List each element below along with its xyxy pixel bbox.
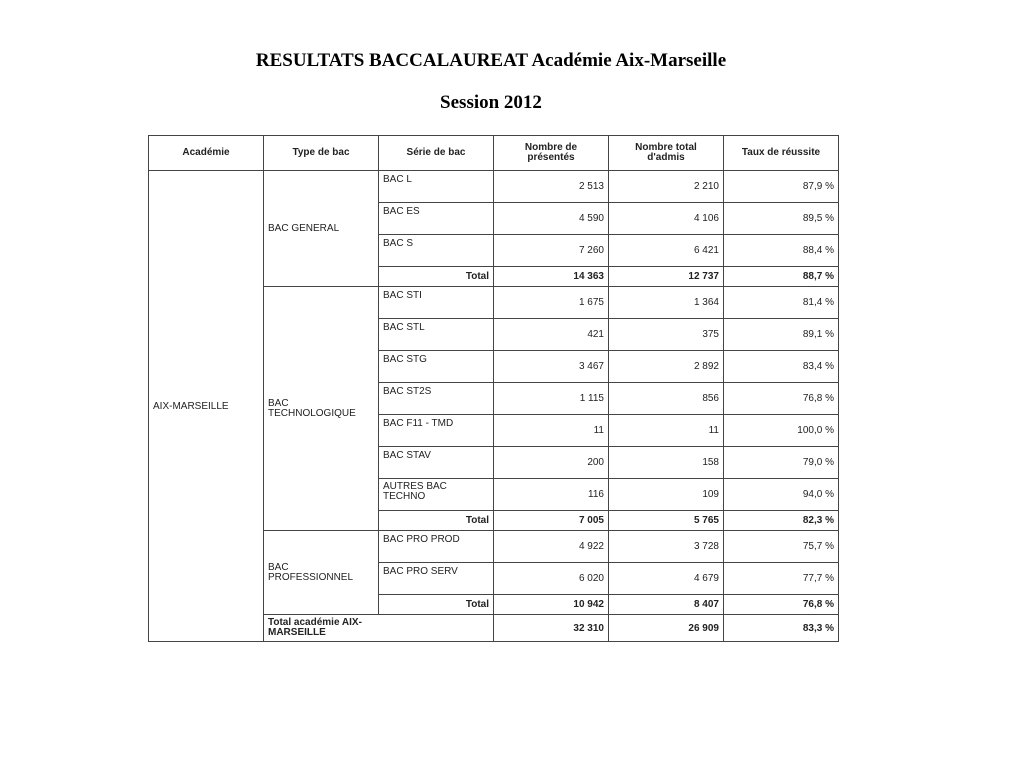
- table-row: [149, 171, 839, 203]
- serie-cell: AUTRES BAC TECHNO: [379, 479, 494, 511]
- grand-total-label: Total académie AIX-MARSEILLE: [264, 615, 494, 642]
- page-title: RESULTATS BACCALAUREAT Académie Aix-Marseille: [255, 50, 727, 71]
- total-admis: 8 407: [609, 595, 724, 615]
- total-admis: 5 765: [609, 511, 724, 531]
- results-table: [148, 135, 839, 642]
- admis-cell: 2 892: [609, 351, 724, 383]
- total-presentes: 7 005: [494, 511, 609, 531]
- presentes-cell: 6 020: [494, 563, 609, 595]
- taux-cell: 83,4 %: [724, 351, 839, 383]
- serie-cell: BAC L: [379, 171, 494, 203]
- type-cell-pro: BAC PROFESSIONNEL: [264, 531, 379, 615]
- presentes-cell: 421: [494, 319, 609, 351]
- total-presentes: 10 942: [494, 595, 609, 615]
- admis-cell: 3 728: [609, 531, 724, 563]
- serie-cell: BAC PRO SERV: [379, 563, 494, 595]
- total-taux: 82,3 %: [724, 511, 839, 531]
- grand-total-admis: 26 909: [609, 615, 724, 642]
- presentes-cell: 2 513: [494, 171, 609, 203]
- presentes-cell: 1 115: [494, 383, 609, 415]
- taux-cell: 77,7 %: [724, 563, 839, 595]
- presentes-cell: 116: [494, 479, 609, 511]
- header-serie: Série de bac: [379, 136, 494, 171]
- total-label: Total: [379, 511, 494, 531]
- page-subtitle: Session 2012: [440, 92, 542, 113]
- serie-cell: BAC F11 - TMD: [379, 415, 494, 447]
- header-academie: Académie: [149, 136, 264, 171]
- serie-cell: BAC S: [379, 235, 494, 267]
- total-admis: 12 737: [609, 267, 724, 287]
- table-header-row: [149, 136, 839, 171]
- taux-cell: 79,0 %: [724, 447, 839, 479]
- presentes-cell: 11: [494, 415, 609, 447]
- taux-cell: 87,9 %: [724, 171, 839, 203]
- serie-cell: BAC STAV: [379, 447, 494, 479]
- total-taux: 88,7 %: [724, 267, 839, 287]
- admis-cell: 856: [609, 383, 724, 415]
- total-label: Total: [379, 595, 494, 615]
- admis-cell: 109: [609, 479, 724, 511]
- header-taux: Taux de réussite: [724, 136, 839, 171]
- grand-total-taux: 83,3 %: [724, 615, 839, 642]
- admis-cell: 4 679: [609, 563, 724, 595]
- type-cell-techno: BAC TECHNOLOGIQUE: [264, 287, 379, 531]
- header-admis: Nombre total d'admis: [609, 136, 724, 171]
- serie-cell: BAC STI: [379, 287, 494, 319]
- presentes-cell: 1 675: [494, 287, 609, 319]
- taux-cell: 89,1 %: [724, 319, 839, 351]
- taux-cell: 89,5 %: [724, 203, 839, 235]
- presentes-cell: 7 260: [494, 235, 609, 267]
- presentes-cell: 4 922: [494, 531, 609, 563]
- serie-cell: BAC ST2S: [379, 383, 494, 415]
- presentes-cell: 3 467: [494, 351, 609, 383]
- taux-cell: 88,4 %: [724, 235, 839, 267]
- header-presentes: Nombre de présentés: [494, 136, 609, 171]
- admis-cell: 4 106: [609, 203, 724, 235]
- total-presentes: 14 363: [494, 267, 609, 287]
- taux-cell: 75,7 %: [724, 531, 839, 563]
- type-cell-general: BAC GENERAL: [264, 171, 379, 287]
- grand-total-presentes: 32 310: [494, 615, 609, 642]
- total-label: Total: [379, 267, 494, 287]
- admis-cell: 2 210: [609, 171, 724, 203]
- total-taux: 76,8 %: [724, 595, 839, 615]
- admis-cell: 6 421: [609, 235, 724, 267]
- serie-cell: BAC STL: [379, 319, 494, 351]
- admis-cell: 1 364: [609, 287, 724, 319]
- presentes-cell: 4 590: [494, 203, 609, 235]
- presentes-cell: 200: [494, 447, 609, 479]
- taux-cell: 81,4 %: [724, 287, 839, 319]
- admis-cell: 11: [609, 415, 724, 447]
- admis-cell: 158: [609, 447, 724, 479]
- taux-cell: 100,0 %: [724, 415, 839, 447]
- taux-cell: 76,8 %: [724, 383, 839, 415]
- serie-cell: BAC STG: [379, 351, 494, 383]
- serie-cell: BAC PRO PROD: [379, 531, 494, 563]
- taux-cell: 94,0 %: [724, 479, 839, 511]
- header-type: Type de bac: [264, 136, 379, 171]
- serie-cell: BAC ES: [379, 203, 494, 235]
- admis-cell: 375: [609, 319, 724, 351]
- academie-cell: AIX-MARSEILLE: [149, 171, 264, 642]
